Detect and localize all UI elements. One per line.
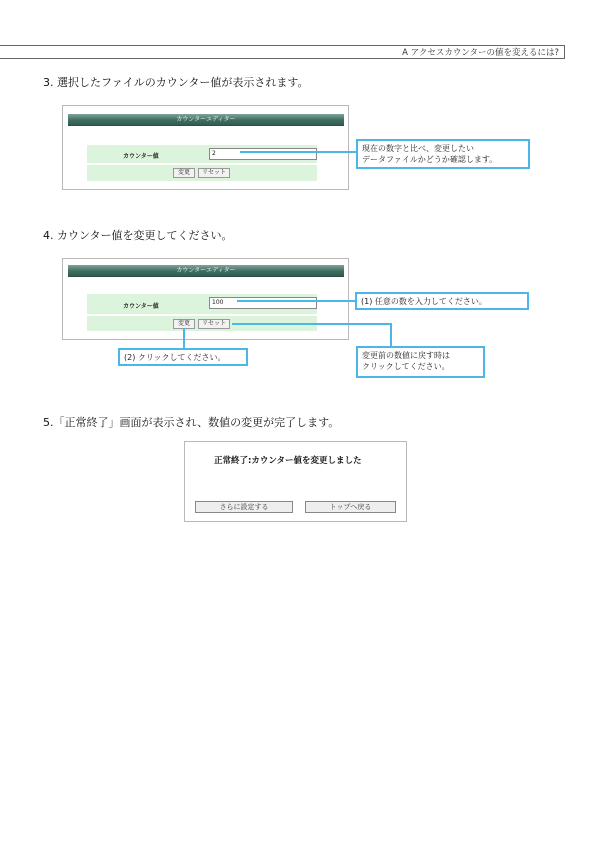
callout-2: (1) 任意の数を入力してください。 — [355, 292, 529, 310]
step-4-heading: 4. カウンター値を変更してください。 — [43, 229, 233, 242]
reset-button[interactable]: リセット — [198, 168, 230, 178]
callout-1-line2: データファイルかどうか確認します。 — [362, 155, 498, 164]
completion-message: 正常終了:カウンター値を変更しました — [214, 456, 362, 466]
change-button[interactable]: 変更 — [173, 168, 195, 178]
reset-button[interactable]: リセット — [198, 319, 230, 329]
callout-1 — [356, 139, 530, 169]
configure-more-button[interactable]: さらに設定する — [195, 501, 293, 513]
callout-2-leader — [237, 300, 356, 302]
change-button[interactable]: 変更 — [173, 319, 195, 329]
counter-label: カウンター値 — [123, 303, 159, 310]
callout-3-leader — [183, 328, 185, 349]
back-to-top-button[interactable]: トップへ戻る — [305, 501, 396, 513]
callout-4-leader-h — [232, 323, 392, 325]
editor-title-bar: カウンターエディター — [68, 265, 344, 277]
callout-4-line1: 変更前の数値に戻す時は — [362, 351, 450, 360]
page-header-title: A アクセスカウンターの値を変えるには? — [402, 48, 559, 58]
editor-screenshot-2 — [62, 258, 349, 340]
step-3-heading: 3. 選択したファイルのカウンター値が表示されます。 — [43, 76, 309, 89]
counter-value-input[interactable]: 100 — [209, 297, 317, 309]
callout-3: (2) クリックしてください。 — [118, 348, 248, 366]
counter-label: カウンター値 — [123, 153, 159, 160]
editor-title-bar: カウンターエディター — [68, 114, 344, 126]
counter-value-input[interactable]: 2 — [209, 148, 317, 160]
callout-4 — [356, 346, 485, 378]
callout-4-line2: クリックしてください。 — [362, 362, 450, 371]
callout-1-line1: 現在の数字と比べ、変更したい — [362, 144, 474, 153]
editor-screenshot-1 — [62, 105, 349, 190]
callout-1-leader — [240, 151, 357, 153]
completion-screenshot — [184, 441, 407, 522]
step-5-heading: 5.「正常終了」画面が表示され、数値の変更が完了します。 — [43, 416, 340, 429]
callout-4-leader-v — [390, 323, 392, 347]
